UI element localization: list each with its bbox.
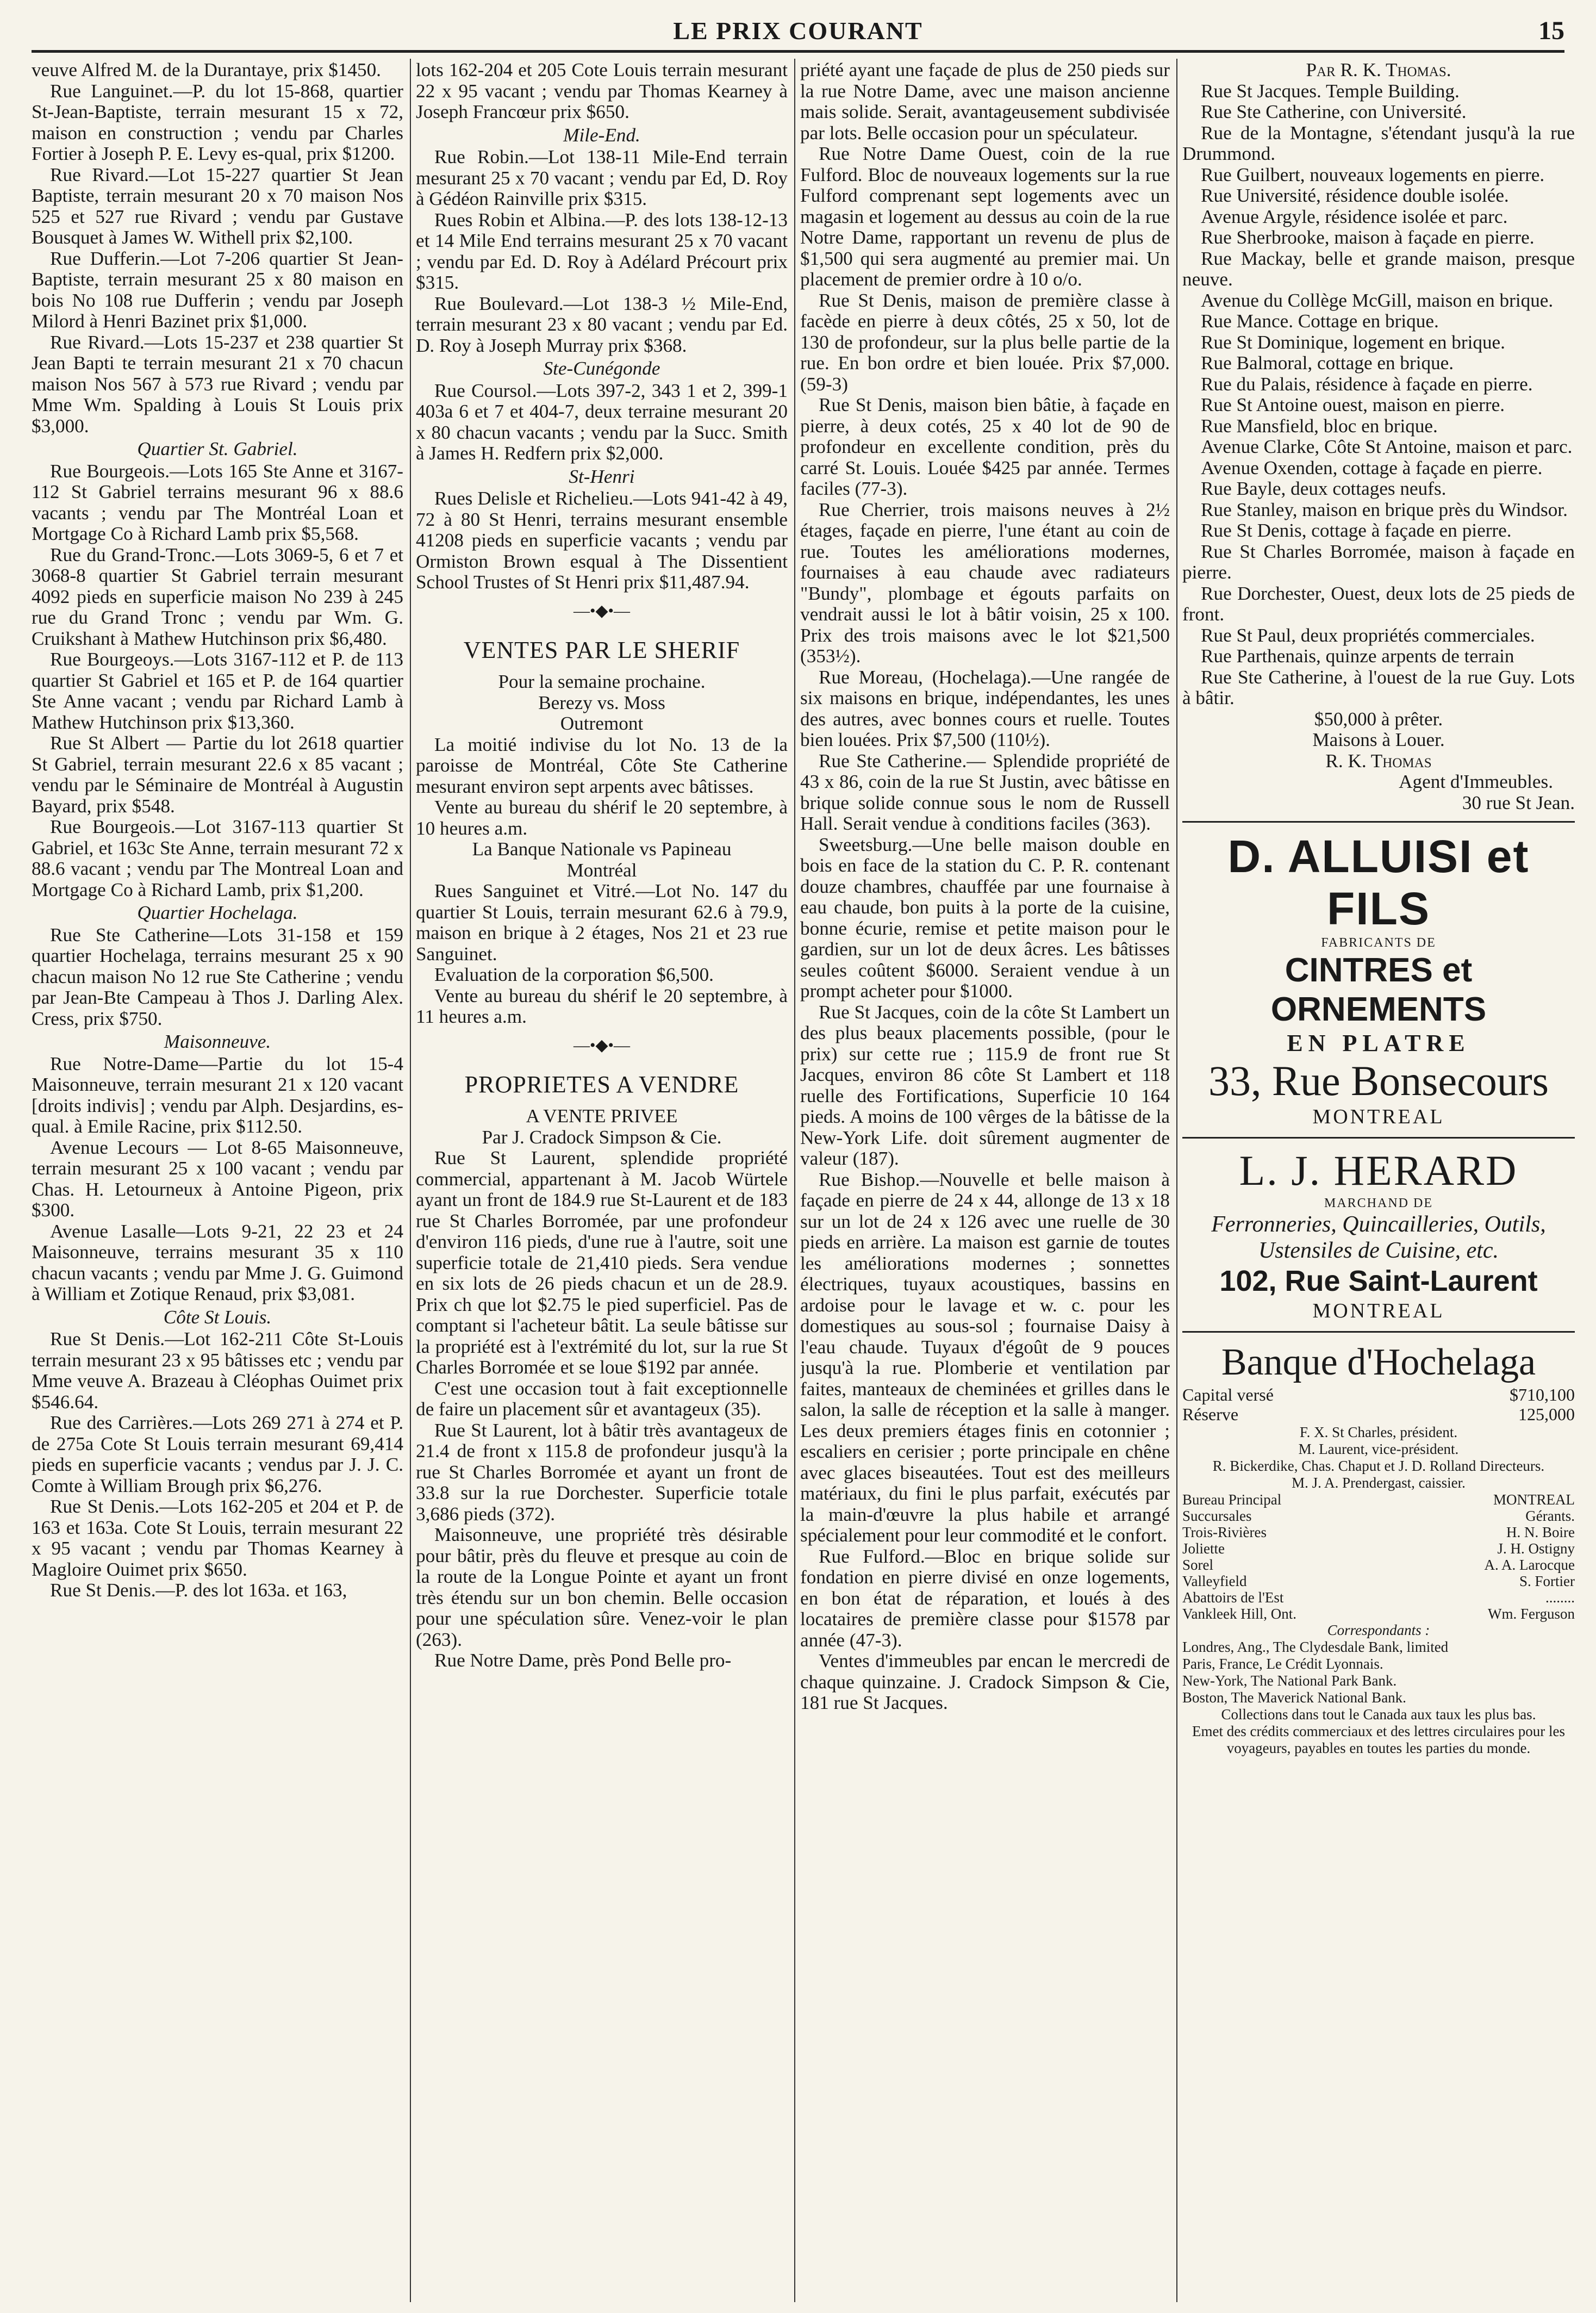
bank-branch-row <box>1182 1589 1575 1606</box>
sheriff-sales-title: VENTES PAR LE SHERIF <box>463 637 740 663</box>
bank-office-value: MONTREAL <box>1493 1491 1575 1508</box>
bank-officer: M. J. A. Prendergast, caissier. <box>1292 1475 1466 1491</box>
bank-officer: F. X. St Charles, président. <box>1299 1424 1458 1440</box>
bank-branch-row <box>1182 1557 1575 1573</box>
branch-place: Vankleek Hill, Ont. <box>1182 1606 1296 1622</box>
listing-item: Rue Mansfield, bloc en brique. <box>1201 415 1438 437</box>
alluisi-ad-tag: FABRICANTS DE <box>1321 936 1436 950</box>
sheriff-case: Berezy vs. Moss <box>538 692 665 713</box>
bank-branches-value: Gérants. <box>1525 1508 1575 1524</box>
herard-ad-address: 102, Rue Saint-Laurent <box>1219 1265 1538 1297</box>
article-paragraph: C'est une occasion tout à fait exceptionnelle de faire un placement sûr et avantageux (35). <box>416 1377 788 1420</box>
rent-notice: Maisons à Louer. <box>1312 729 1445 750</box>
bank-branch-row <box>1182 1573 1575 1589</box>
listing-item: Rue St Denis, cottage à façade en pierre. <box>1201 520 1512 541</box>
article-paragraph: Rue Rivard.—Lots 15-237 et 238 quartier St Jean Bapti te terrain mesurant 21 x 70 chacun maison Nos 567 à 573 rue Rivard ; vendu par Mme Wm. Spalding à Louis St Louis prix $3,000. <box>32 331 403 437</box>
bank-capital-label: Capital versé <box>1182 1385 1274 1404</box>
listing-item: Rue Mackay, belle et grande maison, presque neuve. <box>1182 247 1575 290</box>
section-heading: Côte St Louis. <box>163 1306 272 1328</box>
alluisi-ad-material: EN PLATRE <box>1287 1030 1470 1056</box>
section-heading: Quartier Hochelaga. <box>137 902 298 923</box>
article-paragraph: Rue St Denis.—Lot 162-211 Côte St-Louis terrain mesurant 23 x 95 bâtisses etc ; vendu par Mme veuve A. Brazeau à Cléophas Ouimet prix $546.64. <box>32 1328 403 1413</box>
agent-title: Agent d'Immeubles. <box>1399 771 1553 792</box>
listing-item: Avenue Argyle, résidence isolée et parc. <box>1201 206 1508 227</box>
branch-manager: A. A. Larocque <box>1484 1557 1575 1573</box>
article-paragraph: Rues Delisle et Richelieu.—Lots 941-42 à 49, 72 à 80 St Henri, terrains mesurant ensemble 41208 pieds en superficie vacants ; vendu par Ormiston Brown esqual à The Dissentient School Trustes of St Henri prix $11,487.94. <box>416 488 788 593</box>
listing-item: Rue Ste Catherine, con Université. <box>1201 101 1467 122</box>
bank-officer: R. Bickerdike, Chas. Chaput et J. D. Rolland Directeurs. <box>1212 1458 1545 1474</box>
branch-place: Trois-Rivières <box>1182 1524 1267 1540</box>
branch-manager: J. H. Ostigny <box>1497 1540 1575 1557</box>
herard-ad-tag: MARCHAND DE <box>1324 1196 1433 1210</box>
bank-ad-name: Banque d'Hochelaga <box>1221 1341 1536 1383</box>
listing-item: Rue St Paul, deux propriétés commerciales. <box>1201 624 1535 646</box>
section-heading: Par R. K. Thomas. <box>1306 60 1451 80</box>
bank-reserve-label: Réserve <box>1182 1404 1239 1424</box>
listing-item: Avenue du Collège McGill, maison en brique. <box>1201 289 1554 311</box>
listing-item: Rue Dorchester, Ouest, deux lots de 25 pieds de front. <box>1182 582 1575 625</box>
column-rule <box>410 59 411 2302</box>
alluisi-ad-address: 33, Rue Bonsecours <box>1208 1057 1549 1104</box>
properties-title: PROPRIETES A VENDRE <box>464 1071 739 1098</box>
bank-branches-label: Succursales <box>1182 1508 1252 1524</box>
article-paragraph: Rue Rivard.—Lot 15-227 quartier St Jean Baptiste, terrain mesurant 20 x 70 maison Nos 525 et 527 rue Rivard ; vendu par Gustave Bousquet à James W. Withell prix $2,100. <box>32 164 403 248</box>
article-paragraph: Avenue Lecours — Lot 8-65 Maisonneuve, terrain mesurant 25 x 100 vacant ; vendu par Chas. H. Letourneux à Antoine Pigeon, prix $300. <box>32 1136 403 1221</box>
listing-item: Rue de la Montagne, s'étendant jusqu'à la rue Drummond. <box>1182 122 1575 164</box>
listing-item: Rue Ste Catherine, à l'ouest de la rue Guy. Lots à bâtir. <box>1182 666 1575 708</box>
article-paragraph: Evaluation de la corporation $6,500. <box>434 964 714 985</box>
listing-item: Rue St Dominique, logement en brique. <box>1201 331 1505 353</box>
article-paragraph: Rue Fulford.—Bloc en brique solide sur fondation en pierre divisé en onze logements, en bon état de réparation, et loués à des locataires de première classe pour $1578 par année (47-3). <box>800 1545 1170 1651</box>
bank-correspondent: New-York, The National Park Bank. <box>1182 1672 1397 1689</box>
column-rule <box>794 59 795 2302</box>
ornament-divider: —•◆•— <box>573 601 631 620</box>
herard-ad-name: L. J. HERARD <box>1239 1147 1518 1194</box>
article-paragraph: Maisonneuve, une propriété très désirable pour bâtir, près du fleuve et presque au coin de la route de la Longue Pointe et ayant un front très étendu sur un bon chemin. Belle occasion pour une spéculation sûre. Venez-voir le plan (263). <box>416 1524 788 1650</box>
listing-item: Avenue Oxenden, cottage à façade en pierre. <box>1201 457 1543 478</box>
listing-item: Rue Université, résidence double isolée. <box>1201 185 1509 206</box>
bank-correspondent: Londres, Ang., The Clydesdale Bank, limited <box>1182 1639 1449 1655</box>
article-paragraph: Rue Notre-Dame—Partie du lot 15-4 Maisonneuve, terrain mesurant 21 x 120 vacant [droits indivis] ; vendu par Alph. Desjardins, es-qual. à Emile Racine, prix $112.50. <box>32 1053 403 1137</box>
ornament-divider: —•◆•— <box>573 1036 631 1054</box>
listing-item: Rue Bayle, deux cottages neufs. <box>1201 478 1447 499</box>
page-number: 15 <box>1538 16 1564 45</box>
article-paragraph: Rue des Carrières.—Lots 269 271 à 274 et P. de 275a Cote St Louis terrain mesurant 69,414 pieds en superficie vacants ; vendus par J. J. C. Comte à William Brough prix $6,276. <box>32 1412 403 1496</box>
agent-address: 30 rue St Jean. <box>1462 792 1575 813</box>
listing-item: Rue Stanley, maison en brique près du Windsor. <box>1201 499 1568 520</box>
branch-manager: S. Fortier <box>1519 1573 1575 1589</box>
page-header <box>32 11 1564 53</box>
section-heading: St-Henri <box>569 465 635 487</box>
article-paragraph: priété ayant une façade de plus de 250 pieds sur la rue Notre Dame, avec une maison ancienne mais solide. Serait, avantageusement subdivisée par lots. Belle occasion pour un spéculateur. <box>800 60 1170 144</box>
listing-item: Avenue Clarke, Côte St Antoine, maison et parc. <box>1201 436 1573 457</box>
bank-correspondent: Boston, The Maverick National Bank. <box>1182 1689 1406 1706</box>
listing-item: Rue Mance. Cottage en brique. <box>1201 310 1439 332</box>
listing-item: Rue Sherbrooke, maison à façade en pierre. <box>1201 227 1535 248</box>
section-heading: Quartier St. Gabriel. <box>137 438 298 459</box>
article-paragraph: Rue Bourgeois.—Lots 165 Ste Anne et 3167-112 St Gabriel terrains mesurant 96 x 88.6 vacants ; vendu par The Montréal Loan et Mortgage Co à Richard Lamb prix $5,568. <box>32 460 403 544</box>
branch-place: Sorel <box>1182 1557 1213 1573</box>
column-3 <box>800 60 1170 2303</box>
branch-manager: ........ <box>1545 1589 1575 1606</box>
herard-ad-goods: Ustensiles de Cuisine, etc. <box>1258 1238 1499 1263</box>
article-paragraph: Rue St Denis.—P. des lot 163a. et 163, <box>50 1580 347 1601</box>
listing-item: Rue St Charles Borromée, maison à façade en pierre. <box>1182 540 1575 583</box>
article-paragraph: Rue Dufferin.—Lot 7-206 quartier St Jean-Baptiste, terrain mesurant 25 x 80 maison en bois No 108 rue Dufferin ; vendu par Joseph Milord à Henri Bazinet prix $1,000. <box>32 247 403 332</box>
article-paragraph: Rue St Albert — Partie du lot 2618 quartier St Gabriel, terrain mesurant 22.6 x 85 vacant ; vendu par le Séminaire de Montréal à Augustin Bayard, prix $548. <box>32 732 403 817</box>
properties-byline: Par J. Cradock Simpson & Cie. <box>482 1126 722 1148</box>
article-paragraph: Rue Ste Catherine—Lots 31-158 et 159 quartier Hochelaga, terrains mesurant 25 x 90 chacun maison No 12 rue Ste Catherine ; vendu par Jean-Bte Campeau à Thos J. Darling Alex. Cress, prix $750. <box>32 924 403 1029</box>
herard-ad-city: MONTREAL <box>1312 1299 1445 1322</box>
sheriff-place: Montréal <box>566 859 637 881</box>
article-paragraph: Ventes d'immeubles par encan le mercredi de chaque quinzaine. J. Cradock Simpson & Cie, 181 rue St Jacques. <box>800 1650 1170 1713</box>
article-paragraph: Rue Bourgeoys.—Lots 3167-112 et P. de 113 quartier St Gabriel et 165 et P. de 164 quartier Ste Anne vacant ; vendu par Richard Lamb à Mathew Hutchinson prix $13,360. <box>32 649 403 733</box>
bank-office-label: Bureau Principal <box>1182 1491 1282 1508</box>
ad-divider <box>1182 1137 1575 1139</box>
loan-notice: $50,000 à prêter. <box>1314 708 1443 730</box>
bank-note: Emet des crédits commerciaux et des lettres circulaires pour les voyageurs, payables en toutes les parties du monde. <box>1192 1723 1565 1756</box>
alluisi-ad-product: CINTRES et ORNEMENTS <box>1270 952 1487 1028</box>
article-paragraph: Rue du Grand-Tronc.—Lots 3069-5, 6 et 7 et 3068-8 quartier St Gabriel terrain mesurant 4092 pieds en superficie maison No 239 à 245 rue du Grand Tronc ; vendu par Wm. G. Cruikshant à Mathew Hutchinson prix $6,480. <box>32 544 403 649</box>
article-paragraph: Rue Cherrier, trois maisons neuves à 2½ étages, façade en pierre, l'une étant au coin de rue. Toutes les améliorations modernes, fournaises à eau chaude avec radiateurs "Bundy", plombage et égouts parfaits on vendrait aussi le lot à bâtir voisin, 25 x 100. Prix des trois maisons avec le lot $21,500 (353½). <box>800 499 1170 667</box>
article-paragraph: Rue St Laurent, lot à bâtir très avantageux de 21.4 de front x 115.8 de profondeur jusqu'à la rue St Charles Borromée et ayant un front de 33.8 sur la rue Dorchester. Superficie totale 3,686 pieds (372). <box>416 1419 788 1525</box>
article-paragraph: La moitié indivise du lot No. 13 de la paroisse de Montréal, Côte Ste Catherine mesurant environ sept arpents avec bâtisses. <box>416 733 788 797</box>
bank-branch-row <box>1182 1524 1575 1540</box>
article-paragraph: Rue St Denis.—Lots 162-205 et 204 et P. de 163 et 163a. Cote St Louis, terrain mesurant 22 x 95 vacant ; vendu par Thomas Kearney à Magloire Ouimet prix $650. <box>32 1496 403 1580</box>
column-1 <box>32 60 403 2303</box>
article-paragraph: Rue Robin.—Lot 138-11 Mile-End terrain mesurant 25 x 70 vacant ; vendu par Ed, D. Roy à Gédéon Rainville prix $315. <box>416 146 788 209</box>
column-2 <box>416 60 788 2303</box>
bank-branch-row <box>1182 1606 1575 1622</box>
article-paragraph: Rue Moreau, (Hochelaga).—Une rangée de six maisons en brique, indépendantes, les unes des autres, avec bonnes cours et ruelle. Toutes bien louées. Prix $7,500 (110½). <box>800 666 1170 750</box>
article-paragraph: veuve Alfred M. de la Durantaye, prix $1450. <box>32 60 381 80</box>
bank-correspondent: Paris, France, Le Crédit Lyonnais. <box>1182 1656 1383 1672</box>
article-paragraph: Rues Sanguinet et Vitré.—Lot No. 147 du quartier St Louis, terrain mesurant 62.6 à 79.9, maison en brique à 2 étages, Nos 21 et 23 rue Sanguinet. <box>416 880 788 965</box>
agent-name: R. K. Thomas <box>1325 750 1432 772</box>
article-paragraph: Rue St Denis, maison de première classe à facède en pierre à deux côtés, 25 x 50, lot de 130 de profondeur, sur la plus belle partie de la rue. En bon ordre et bien louée. Prix $7,000. (59-3) <box>800 289 1170 395</box>
ad-divider <box>1182 1331 1575 1333</box>
section-heading: Maisonneuve. <box>164 1031 271 1052</box>
article-paragraph: Rue Notre Dame Ouest, coin de la rue Fulford. Bloc de nouveaux logements sur la rue Fulford comprenant sept logements avec un magasin et logement au dessus au coin de la rue Notre Dame, rapportant un revenu de plus de $1,500 qui sera augmenté au premier mai. Un placement de premier ordre à 10 o/o. <box>800 143 1170 290</box>
article-paragraph: Rues Robin et Albina.—P. des lots 138-12-13 et 14 Mile End terrains mesurant 25 x 70 vacant ; vendu par Ed. D. Roy à Adélard Précourt prix $315. <box>416 209 788 293</box>
article-paragraph: Vente au bureau du shérif le 20 septembre, à 10 heures a.m. <box>416 797 788 839</box>
article-paragraph: lots 162-204 et 205 Cote Louis terrain mesurant 22 x 95 vacant ; vendu par Thomas Kearney à Joseph Francœur prix $650. <box>416 60 788 122</box>
article-paragraph: Avenue Lasalle—Lots 9-21, 22 23 et 24 Maisonneuve, terrains mesurant 35 x 110 chacun vacants ; vendu par Mme J. G. Guimond à William et Zotique Renaud, prix $3,081. <box>32 1220 403 1304</box>
bank-officer: M. Laurent, vice-président. <box>1298 1441 1459 1457</box>
alluisi-ad-name: D. ALLUISI et FILS <box>1227 831 1530 934</box>
article-paragraph: Rue Bishop.—Nouvelle et belle maison à façade en pierre de 24 x 44, allonge de 13 x 18 sur un lot de 24 x 126 avec une ruelle de 30 pieds en arrière. La maison est garnie de toutes les améliorations modernes ; sonnettes électriques, tuyaux acoustiques, bassins en ardoise pour le lavage et w. c. pour les domestiques au sous-sol ; fournaise Daisy à l'eau chaude. Tuyaux d'égoût de 9 pouces jusqu'à la rue. Plomberie et ventilation par faites, manteaux de cheminées et grilles dans le salon, la salle de réception et la salle à manger. Les deux premiers étages finis en cotonnier ; escaliers en cerisier ; porte principale en chêne avec glaces biseautées. Tout est des meilleurs matériaux, du fini le plus parfait, exécutés par la main-d'œuvre la plus habile et arrangé spécialement pour leur commodité et le confort. <box>800 1168 1170 1546</box>
bank-correspondents-title: Correspondants : <box>1327 1622 1430 1638</box>
listing-item: Rue Guilbert, nouveaux logements en pierre. <box>1201 164 1545 185</box>
article-paragraph: Rue Languinet.—P. du lot 15-868, quartier St-Jean-Baptiste, terrain mesurant 15 x 72, maison en construction ; vendu par Charles Fortier à Joseph P. E. Levy es-qual, prix $1200. <box>32 80 403 164</box>
bank-capital-value: $710,100 <box>1510 1385 1575 1404</box>
alluisi-ad-city: MONTREAL <box>1312 1105 1445 1128</box>
article-paragraph: Rue St Laurent, splendide propriété commercial, appartenant à M. Jacob Würtele ayant un front de 184.9 rue St-Laurent et de 183 rue St Charles Borromée, par une profondeur d'environ 116 pieds, d'une rue à l'autre, soit une superficie totale de 21,410 pieds. Sera vendue en six lots de 26 pieds chacun et un de 28.9. Prix ch que lot $2.75 le pied superficiel. Pas de comptant si l'acheteur bâtit. La seule bâtisse sur la propriété est à l'extrémité du lot, sur la rue St Charles Borromée et se loue $192 par année. <box>416 1147 788 1378</box>
bank-branch-row <box>1182 1540 1575 1557</box>
branch-place: Joliette <box>1182 1540 1225 1557</box>
sheriff-case: La Banque Nationale vs Papineau <box>472 838 732 860</box>
bank-capital-row <box>1182 1385 1575 1404</box>
column-rule <box>1176 59 1177 2302</box>
listing-item: Rue St Antoine ouest, maison en pierre. <box>1201 394 1505 415</box>
article-paragraph: Vente au bureau du shérif le 20 septembre, à 11 heures a.m. <box>416 985 788 1027</box>
sheriff-week: Pour la semaine prochaine. <box>498 671 706 692</box>
bank-reserve-row <box>1182 1404 1575 1424</box>
article-paragraph: Rue St Jacques, coin de la côte St Lambert un des plus beaux placements possible, (pour le prix) sur cette rue ; 115.9 de front rue St Jacques, environ 86 côte St Lambert et 118 ruelle des Fortifications, Superficie 10 164 pieds. A moins de 100 vêrges de la bâtisse de la New-York Life. doit sûrement augmenter de valeur (187). <box>800 1001 1170 1169</box>
section-heading: Ste-Cunégonde <box>543 358 660 379</box>
article-paragraph: Rue Coursol.—Lots 397-2, 343 1 et 2, 399-1 403a 6 et 7 et 404-7, deux terraine mesurant 20 x 80 chacun vacants ; vendu par la Succ. Smith à James H. Redfern prix $2,000. <box>416 380 788 464</box>
listing-item: Rue Parthenais, quinze arpents de terrain <box>1201 645 1514 667</box>
article-paragraph: Rue Notre Dame, près Pond Belle pro- <box>434 1650 732 1671</box>
listing-item: Rue Balmoral, cottage en brique. <box>1201 352 1454 374</box>
column-4 <box>1182 60 1575 2303</box>
bank-note: Collections dans tout le Canada aux taux les plus bas. <box>1221 1706 1536 1723</box>
article-paragraph: Rue Ste Catherine.— Splendide propriété de 43 x 86, coin de la rue St Justin, avec bâtisse en brique solide connue sous le nom de Russell Hall. Serait vendue à conditions faciles (363). <box>800 750 1170 834</box>
section-heading: Mile-End. <box>563 124 640 146</box>
article-paragraph: Rue St Denis, maison bien bâtie, à façade en pierre, à deux cotés, 25 x 40 lot de 90 de profondeur en excellente condition, près du carré St. Louis. Louée $425 par année. Termes faciles (77-3). <box>800 394 1170 499</box>
article-paragraph: Rue Bourgeois.—Lot 3167-113 quartier St Gabriel, et 163c Ste Anne, terrain mesurant 72 x 88.6 vacant ; vendu par The Montreal Loan and Mortgage Co à Richard Lamb, prix $1,200. <box>32 816 403 900</box>
branch-manager: Wm. Ferguson <box>1488 1606 1575 1622</box>
sheriff-place: Outremont <box>560 713 644 734</box>
bank-office-row <box>1182 1491 1575 1508</box>
branch-place: Abattoirs de l'Est <box>1182 1589 1284 1606</box>
newspaper-title: LE PRIX COURANT <box>673 16 923 45</box>
branch-place: Valleyfield <box>1182 1573 1247 1589</box>
properties-subtitle: A VENTE PRIVEE <box>526 1105 678 1127</box>
listing-item: Rue du Palais, résidence à façade en pierre. <box>1201 373 1533 395</box>
article-paragraph: Sweetsburg.—Une belle maison double en bois en face de la station du C. P. R. contenant douze chambres, chauffée par une fournaise à eau chaude, bon puits à la porte de la cuisine, bonne écurie, remise et petite maison pour le gardien, sur un lot de deux âcres. Les bâtisses seules coûtent $6000. Seraient vendue à un prompt acheter pour $1000. <box>800 834 1170 1002</box>
herard-ad-goods: Ferronneries, Quincailleries, Outils, <box>1211 1212 1546 1237</box>
bank-branches-header <box>1182 1508 1575 1524</box>
ad-divider <box>1182 821 1575 823</box>
article-paragraph: Rue Boulevard.—Lot 138-3 ½ Mile-End, terrain mesurant 23 x 80 vacant ; vendu par Ed. D. Roy à Joseph Murray prix $368. <box>416 293 788 356</box>
listing-item: Rue St Jacques. Temple Building. <box>1201 80 1460 102</box>
branch-manager: H. N. Boire <box>1506 1524 1575 1540</box>
bank-reserve-value: 125,000 <box>1518 1404 1575 1424</box>
